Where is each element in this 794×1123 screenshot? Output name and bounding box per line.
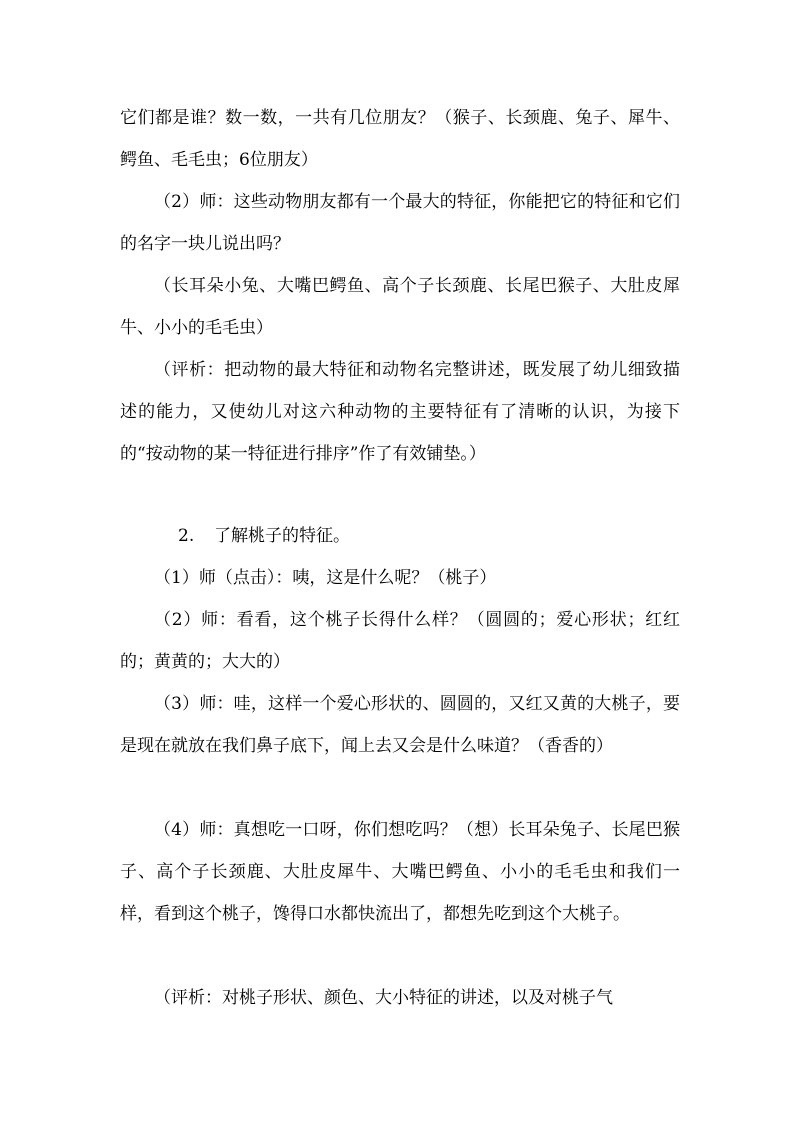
paragraph-commentary-1: （评析：把动物的最大特征和动物名完整讲述，既发展了幼儿细致描述的能力，又使幼儿对这六种动物的主要特征有了清晰的认识，为接下的“按动物的某一特征进行排序”作了有效铺垫。） bbox=[120, 360, 680, 464]
section-number: 2. bbox=[178, 526, 195, 546]
paragraph-peach-question-1: （1）师（点击）：咦，这是什么呢？（桃子） bbox=[154, 568, 497, 588]
paragraph-peach-question-2: （2）师：看看，这个桃子长得什么样？（圆圆的；爱心形状；红红的；黄黄的；大大的） bbox=[120, 610, 680, 672]
paragraph-animal-count: 它们都是谁？数一数，一共有几位朋友？（猴子、长颈鹿、兔子、犀牛、鳄鱼、毛毛虫；6位朋友） bbox=[120, 108, 680, 170]
section-title: 了解桃子的特征。 bbox=[214, 526, 350, 546]
paragraph-peach-question-4: （4）师：真想吃一口呀，你们想吃吗？（想）长耳朵兔子、长尾巴猴子、高个子长颈鹿、大肚皮犀牛、大嘴巴鳄鱼、小小的毛毛虫和我们一样，看到这个桃子，馋得口水都快流出了，都想先吃到这个大桃子。 bbox=[120, 820, 680, 924]
section-heading bbox=[178, 515, 350, 557]
paragraph-commentary-2: （评析：对桃子形状、颜色、大小特征的讲述，以及对桃子气 bbox=[154, 988, 613, 1008]
paragraph-peach-question-3: （3）师：哇，这样一个爱心形状的、圆圆的，又红又黄的大桃子，要是现在就放在我们鼻子底下，闻上去又会是什么味道？（香香的） bbox=[120, 694, 680, 756]
paragraph-teacher-question-2: （2）师：这些动物朋友都有一个最大的特征，你能把它的特征和它们的名字一块儿说出吗？ bbox=[120, 192, 680, 254]
paragraph-animal-features-answer: （长耳朵小兔、大嘴巴鳄鱼、高个子长颈鹿、长尾巴猴子、大肚皮犀牛、小小的毛毛虫） bbox=[120, 276, 680, 338]
